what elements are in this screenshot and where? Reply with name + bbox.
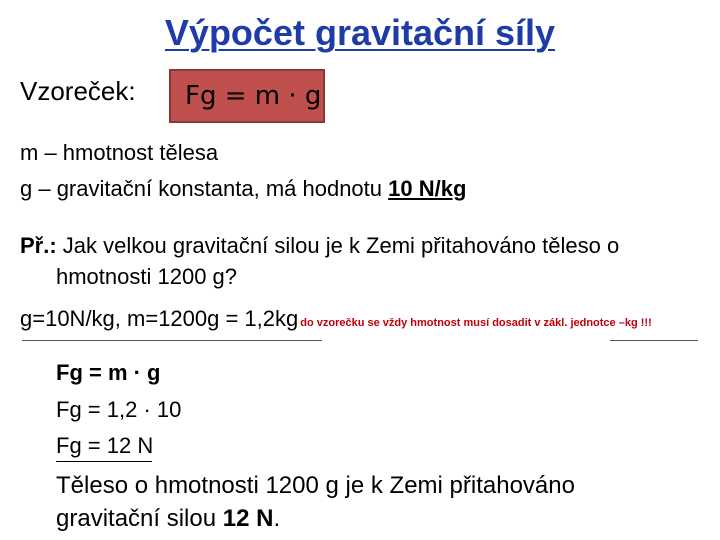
formula-text: Fg = m · g xyxy=(185,81,322,111)
result-underline xyxy=(56,461,152,462)
definition-g-value: 10 N/kg xyxy=(388,176,467,201)
example-prefix: Př.: xyxy=(20,233,57,258)
calc-line-2: Fg = 1,2 · 10 xyxy=(56,397,182,422)
separator-line-right xyxy=(610,340,698,341)
conclusion-value: 12 N xyxy=(222,505,274,532)
conclusion-line-1: Těleso o hmotnosti 1200 g je k Zemi přitahováno xyxy=(56,472,575,499)
definition-g-text: g – gravitační konstanta, má hodnotu xyxy=(20,176,389,201)
conclusion-period: . xyxy=(273,505,281,532)
example-given xyxy=(20,306,652,332)
example-question-line1 xyxy=(20,233,619,259)
formula-label: Vzoreček: xyxy=(20,76,136,106)
example-note: do vzorečku se vždy hmotnost musí dosadit v zákl. jednotce –kg !!! xyxy=(300,317,652,329)
formula-box xyxy=(169,69,325,123)
calc-line-3: Fg = 12 N xyxy=(56,433,154,458)
definition-m: m – hmotnost tělesa xyxy=(20,140,219,165)
definition-g xyxy=(20,176,466,202)
separator-line-left xyxy=(22,340,322,341)
example-question-line2: hmotnosti 1200 g? xyxy=(56,264,238,289)
page-title: Výpočet gravitační síly xyxy=(164,12,556,53)
example-question-text: Jak velkou gravitační silou je k Zemi přitahováno těleso o xyxy=(56,233,620,258)
calc-line-1: Fg = m · g xyxy=(56,360,161,385)
example-given-values: g=10N/kg, m=1200g = 1,2kg xyxy=(20,306,299,331)
conclusion-line-2 xyxy=(56,505,280,533)
conclusion-text: gravitační silou xyxy=(56,505,223,532)
